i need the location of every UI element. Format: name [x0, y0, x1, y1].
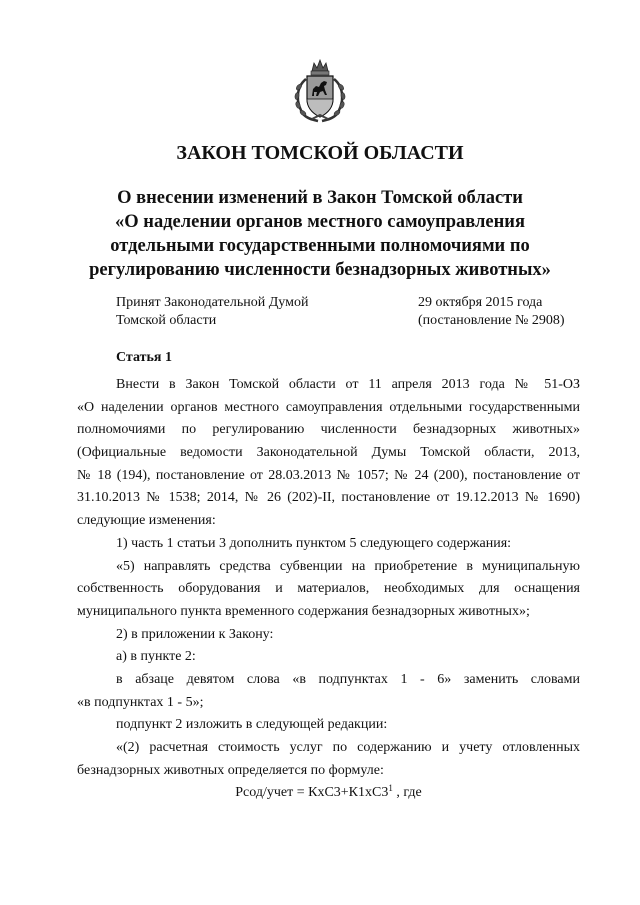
subject-line: О внесении изменений в Закон Томской области: [117, 188, 523, 208]
adopting-body-line: Принят Законодательной Думой: [116, 295, 309, 310]
adopting-body-line: Томской области: [116, 313, 217, 328]
body-line: безнадзорных животных определяется по формуле:: [77, 762, 384, 778]
adopting-body: [116, 294, 308, 330]
adoption-date-block: [418, 294, 565, 330]
body-line: в абзаце девятом слова «в подпунктах 1 - 6» заменить словами: [116, 671, 580, 687]
amendment-item-1: 1) часть 1 статьи 3 дополнить пунктом 5 следующего содержания:: [116, 535, 512, 551]
body-line: собственность оборудования и материалов, необходимых для оснащения: [77, 581, 580, 597]
article-heading: Статья 1: [116, 350, 172, 365]
subject-line: «О наделении органов местного самоуправления: [115, 212, 525, 232]
formula-main: Рсод/учет = КхС3+К1хС3: [235, 785, 389, 801]
body-line: (Официальные ведомости Законодательной Думы Томской области, 2013,: [77, 445, 580, 461]
subject-line: отдельными государственными полномочиями по: [110, 236, 530, 256]
amendment-item-2a: а) в пункте 2:: [116, 649, 196, 665]
subject-line: регулированию численности безнадзорных животных»: [89, 260, 551, 280]
body-line: «О наделении органов местного самоуправления отдельными государственными: [77, 399, 580, 415]
body-line: № 18 (194), постановление от 28.03.2013 № 1057; № 24 (200), постановление от: [77, 467, 580, 483]
body-line: муниципального пункта временного содержания безнадзорных животных»;: [77, 603, 530, 619]
law-subject: [60, 186, 580, 282]
body-line: «(2) расчетная стоимость услуг по содержанию и учету отловленных: [116, 740, 580, 755]
amendment-item-2b: подпункт 2 изложить в следующей редакции:: [116, 717, 388, 733]
body-line: следующие изменения:: [77, 513, 216, 529]
amendment-item-2: 2) в приложении к Закону:: [116, 626, 274, 642]
formula-tail: , где: [392, 785, 422, 801]
body-line: «в подпунктах 1 - 5»;: [77, 694, 204, 710]
resolution-number: (постановление № 2908): [418, 313, 565, 328]
body-line: Внести в Закон Томской области от 11 апреля 2013 года № 51-ОЗ: [116, 377, 580, 392]
law-title: ЗАКОН ТОМСКОЙ ОБЛАСТИ: [176, 142, 464, 164]
formula-superscript: 1: [388, 783, 393, 794]
article-body: [77, 374, 580, 805]
body-line: 31.10.2013 № 1538; 2014, № 26 (202)-II, постановление от 19.12.2013 № 1690): [77, 490, 580, 506]
body-line: полномочиями по регулированию численности безнадзорных животных»: [77, 422, 580, 438]
tomsk-coat-of-arms-icon: [290, 57, 350, 123]
formula: [77, 782, 580, 805]
adoption-date: 29 октября 2015 года: [418, 295, 543, 310]
body-line: «5) направлять средства субвенции на приобретение в муниципальную: [116, 558, 580, 574]
